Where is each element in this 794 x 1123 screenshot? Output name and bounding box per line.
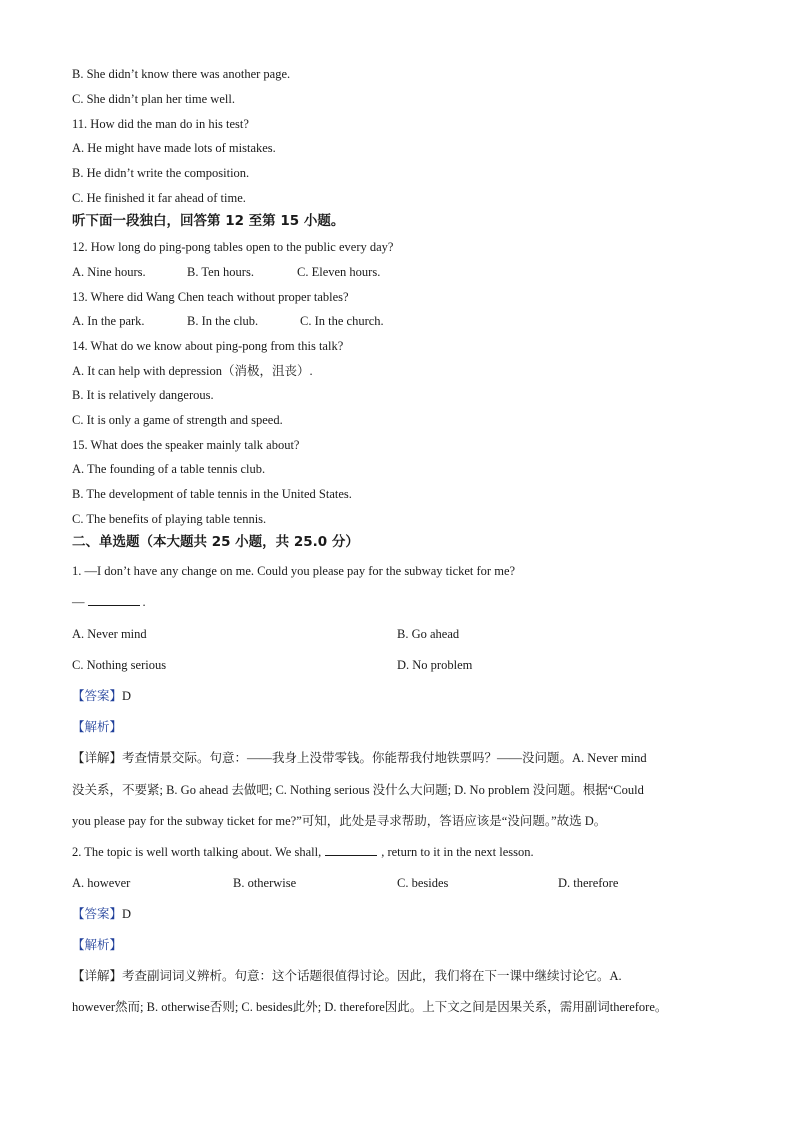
c1-option-d: D. No problem (397, 658, 473, 672)
c1-detail-tag: 【详解】 (72, 750, 123, 765)
monologue-section-heading: 听下面一段独白，回答第 12 至第 15 小题。 (72, 213, 345, 229)
c2-detail-text-1: 考查副词词义辨析。句意：这个话题很值得讨论。因此，我们将在下一课中继续讨论它。A. (122, 969, 622, 983)
c2-answer-tag: 【答案】 (72, 906, 123, 921)
c1-answer-tag: 【答案】 (72, 688, 123, 703)
c2-analysis-tag: 【解析】 (72, 937, 123, 952)
q10-option-c: C. She didn’t plan her time well. (72, 92, 235, 106)
c1-detail-line-2: 没关系，不要紧; B. Go ahead 去做吧; C. Nothing serious 没什么大问题; D. No problem 没问题。根据“Could (72, 783, 644, 797)
single-choice-section-heading: 二、单选题（本大题共 25 小题，共 25.0 分） (72, 534, 359, 550)
q12-option-c: C. Eleven hours. (297, 265, 381, 279)
q11-question: 11. How did the man do in his test? (72, 117, 249, 131)
c1-detail-line-3: you please pay for the subway ticket for me?”可知，此处是寻求帮助，答语应该是“没问题。”故选 D。 (72, 814, 607, 828)
c2-detail-line-2: however然而; B. otherwise否则; C. besides此外; D. therefore因此。上下文之间是因果关系，需用副词therefore。 (72, 1000, 668, 1014)
q13-option-c: C. In the church. (300, 314, 384, 328)
c1-option-a: A. Never mind (72, 627, 147, 641)
q14-question: 14. What do we know about ping-pong from this talk? (72, 339, 344, 353)
c2-option-d: D. therefore (558, 876, 619, 890)
c2-question (72, 844, 534, 860)
c1-analysis-tag: 【解析】 (72, 719, 123, 734)
q13-question: 13. Where did Wang Chen teach without proper tables? (72, 290, 349, 304)
c2-detail-tag: 【详解】 (72, 968, 123, 983)
c1-answer-value: D (122, 689, 132, 703)
q11-option-b: B. He didn’t write the composition. (72, 166, 250, 180)
q12-question: 12. How long do ping-pong tables open to the public every day? (72, 240, 394, 254)
c2-option-c: C. besides (397, 876, 449, 890)
c1-answer-blank (88, 595, 140, 606)
q10-option-b: B. She didn’t know there was another page. (72, 67, 291, 81)
c1-detail-line-1 (72, 750, 732, 766)
q12-option-a: A. Nine hours. (72, 265, 146, 279)
q13-option-b: B. In the club. (187, 314, 259, 328)
c1-question: 1. —I don’t have any change on me. Could you please pay for the subway ticket for me? (72, 564, 516, 578)
q13-options (72, 313, 384, 329)
q14-option-c: C. It is only a game of strength and speed. (72, 413, 283, 427)
q12-options (72, 264, 380, 280)
c2-option-a: A. however (72, 876, 131, 890)
q15-question: 15. What does the speaker mainly talk about? (72, 438, 300, 452)
c2-analysis-line (72, 937, 122, 953)
q14-option-a: A. It can help with depression（消极，沮丧）. (72, 364, 313, 378)
q15-option-b: B. The development of table tennis in the United States. (72, 487, 352, 501)
q15-option-a: A. The founding of a table tennis club. (72, 462, 266, 476)
q14-option-b: B. It is relatively dangerous. (72, 388, 214, 402)
c2-stem-before: 2. The topic is well worth talking about. We shall, (72, 845, 322, 859)
c1-analysis-line (72, 719, 122, 735)
c2-answer-line (72, 906, 131, 922)
c1-answer-line (72, 688, 131, 704)
c2-stem-after: , return to it in the next lesson. (381, 845, 534, 859)
c1-reply-dash: — (72, 595, 85, 609)
q11-option-c: C. He finished it far ahead of time. (72, 191, 246, 205)
c2-answer-blank (325, 845, 377, 856)
c1-option-b: B. Go ahead (397, 627, 460, 641)
q15-option-c: C. The benefits of playing table tennis. (72, 512, 267, 526)
c1-option-c: C. Nothing serious (72, 658, 167, 672)
c1-detail-text-1: 考查情景交际。句意：——我身上没带零钱。你能帮我付地铁票吗？——没问题。A. Never mind (122, 751, 647, 765)
q12-option-b: B. Ten hours. (187, 265, 254, 279)
c1-reply-line (72, 594, 146, 610)
c2-answer-value: D (122, 907, 132, 921)
q11-option-a: A. He might have made lots of mistakes. (72, 141, 276, 155)
c1-reply-period: . (142, 595, 146, 609)
c2-option-b: B. otherwise (233, 876, 297, 890)
q13-option-a: A. In the park. (72, 314, 145, 328)
c2-detail-line-1 (72, 968, 732, 984)
